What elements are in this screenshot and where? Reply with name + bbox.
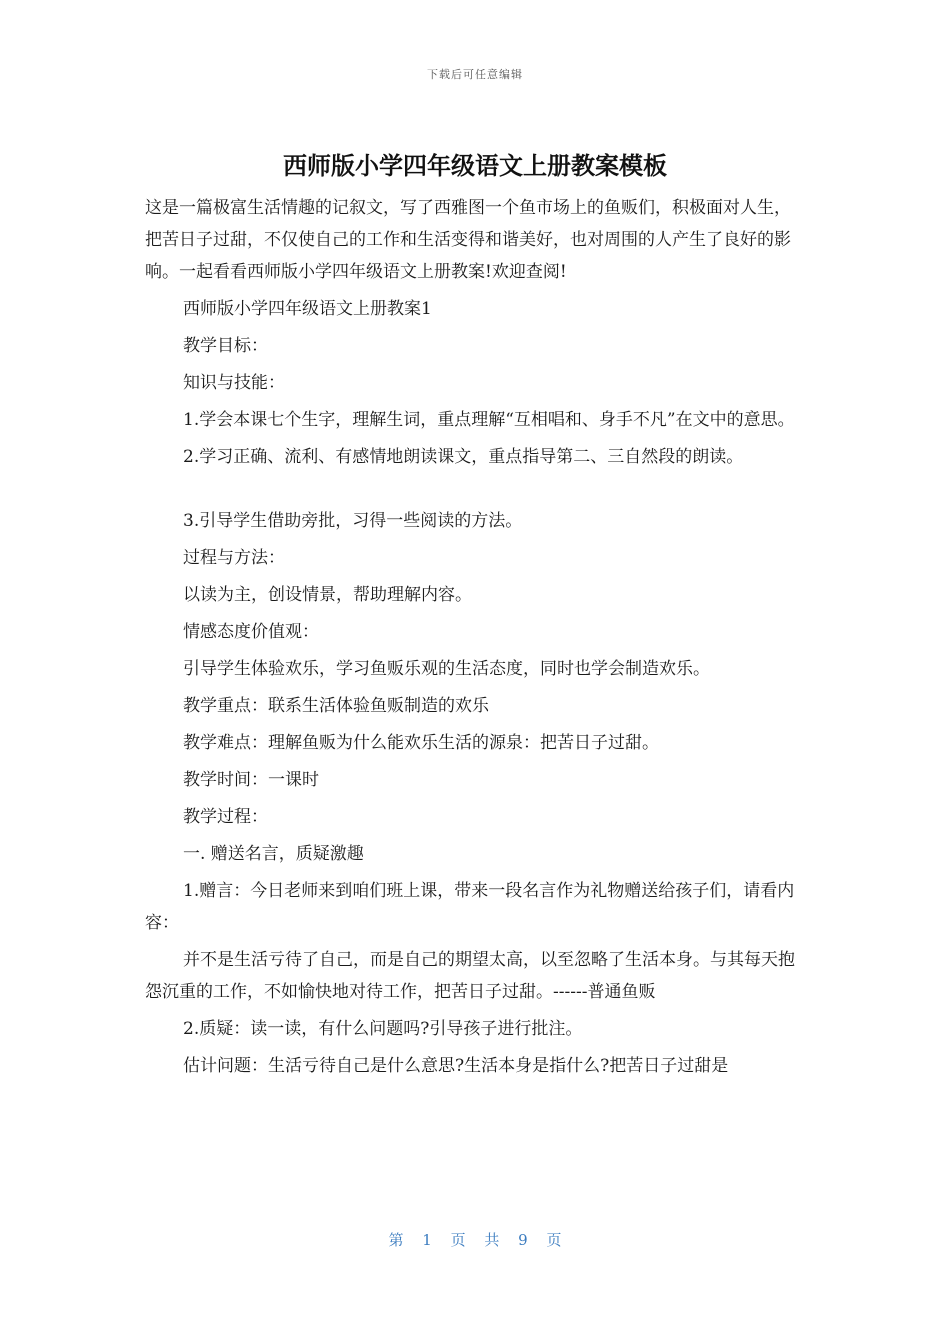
paragraph-process-text: 以读为主，创设情景，帮助理解内容。 <box>183 585 472 605</box>
paragraph-process-methods: 过程与方法： <box>183 548 285 568</box>
paragraph-expected-questions: 估计问题：生活亏待自己是什么意思?生活本身是指什么?把苦日子过甜是 <box>183 1056 729 1076</box>
paragraph-values-text: 引导学生体验欢乐，学习鱼贩乐观的生活态度，同时也学会制造欢乐。 <box>183 659 710 679</box>
header-note: 下载后可任意编辑 <box>427 68 523 81</box>
paragraph-intro: 这是一篇极富生活情趣的记叙文，写了西雅图一个鱼市场上的鱼贩们，积极面对人生，把苦日子过甜，不仅使自己的工作和生活变得和谐美好，也对周围的人产生了良好的影响。一起看看西师版小学四年级语文上册教案!欢迎查阅! <box>145 198 791 282</box>
paragraph-question: 2.质疑：读一读，有什么问题吗?引导孩子进行批注。 <box>183 1019 583 1039</box>
page-footer: 第 1 页 共 9 页 <box>388 1231 562 1249</box>
paragraph-goal-2: 2.学习正确、流利、有感情地朗读课文，重点指导第二、三自然段的朗读。 <box>183 447 744 467</box>
paragraph-goal-1: 1.学会本课七个生字，理解生词，重点理解“互相唱和、身手不凡”在文中的意思。 <box>183 410 795 430</box>
paragraph-goal-3: 3.引导学生借助旁批，习得一些阅读的方法。 <box>183 511 523 531</box>
paragraph-teaching-goals: 教学目标： <box>183 336 268 356</box>
paragraph-step-1: 一. 赠送名言，质疑激趣 <box>183 844 364 864</box>
document-title: 西师版小学四年级语文上册教案模板 <box>283 152 667 180</box>
paragraph-time: 教学时间：一课时 <box>183 770 319 790</box>
paragraph-process: 教学过程： <box>183 807 268 827</box>
document-body <box>145 192 807 1087</box>
paragraph-difficulty: 教学难点：理解鱼贩为什么能欢乐生活的源泉：把苦日子过甜。 <box>183 733 659 753</box>
paragraph-quote: 并不是生活亏待了自己，而是自己的期望太高，以至忽略了生活本身。与其每天抱怨沉重的工作，不如愉快地对待工作，把苦日子过甜。------普通鱼贩 <box>145 950 795 1002</box>
paragraph-lesson-heading: 西师版小学四年级语文上册教案1 <box>183 299 432 319</box>
paragraph-values: 情感态度价值观： <box>183 622 319 642</box>
paragraph-key-point: 教学重点：联系生活体验鱼贩制造的欢乐 <box>183 696 489 716</box>
paragraph-gift-quote: 1.赠言：今日老师来到咱们班上课，带来一段名言作为礼物赠送给孩子们，请看内容： <box>145 881 795 933</box>
paragraph-knowledge-skills: 知识与技能： <box>183 373 285 393</box>
